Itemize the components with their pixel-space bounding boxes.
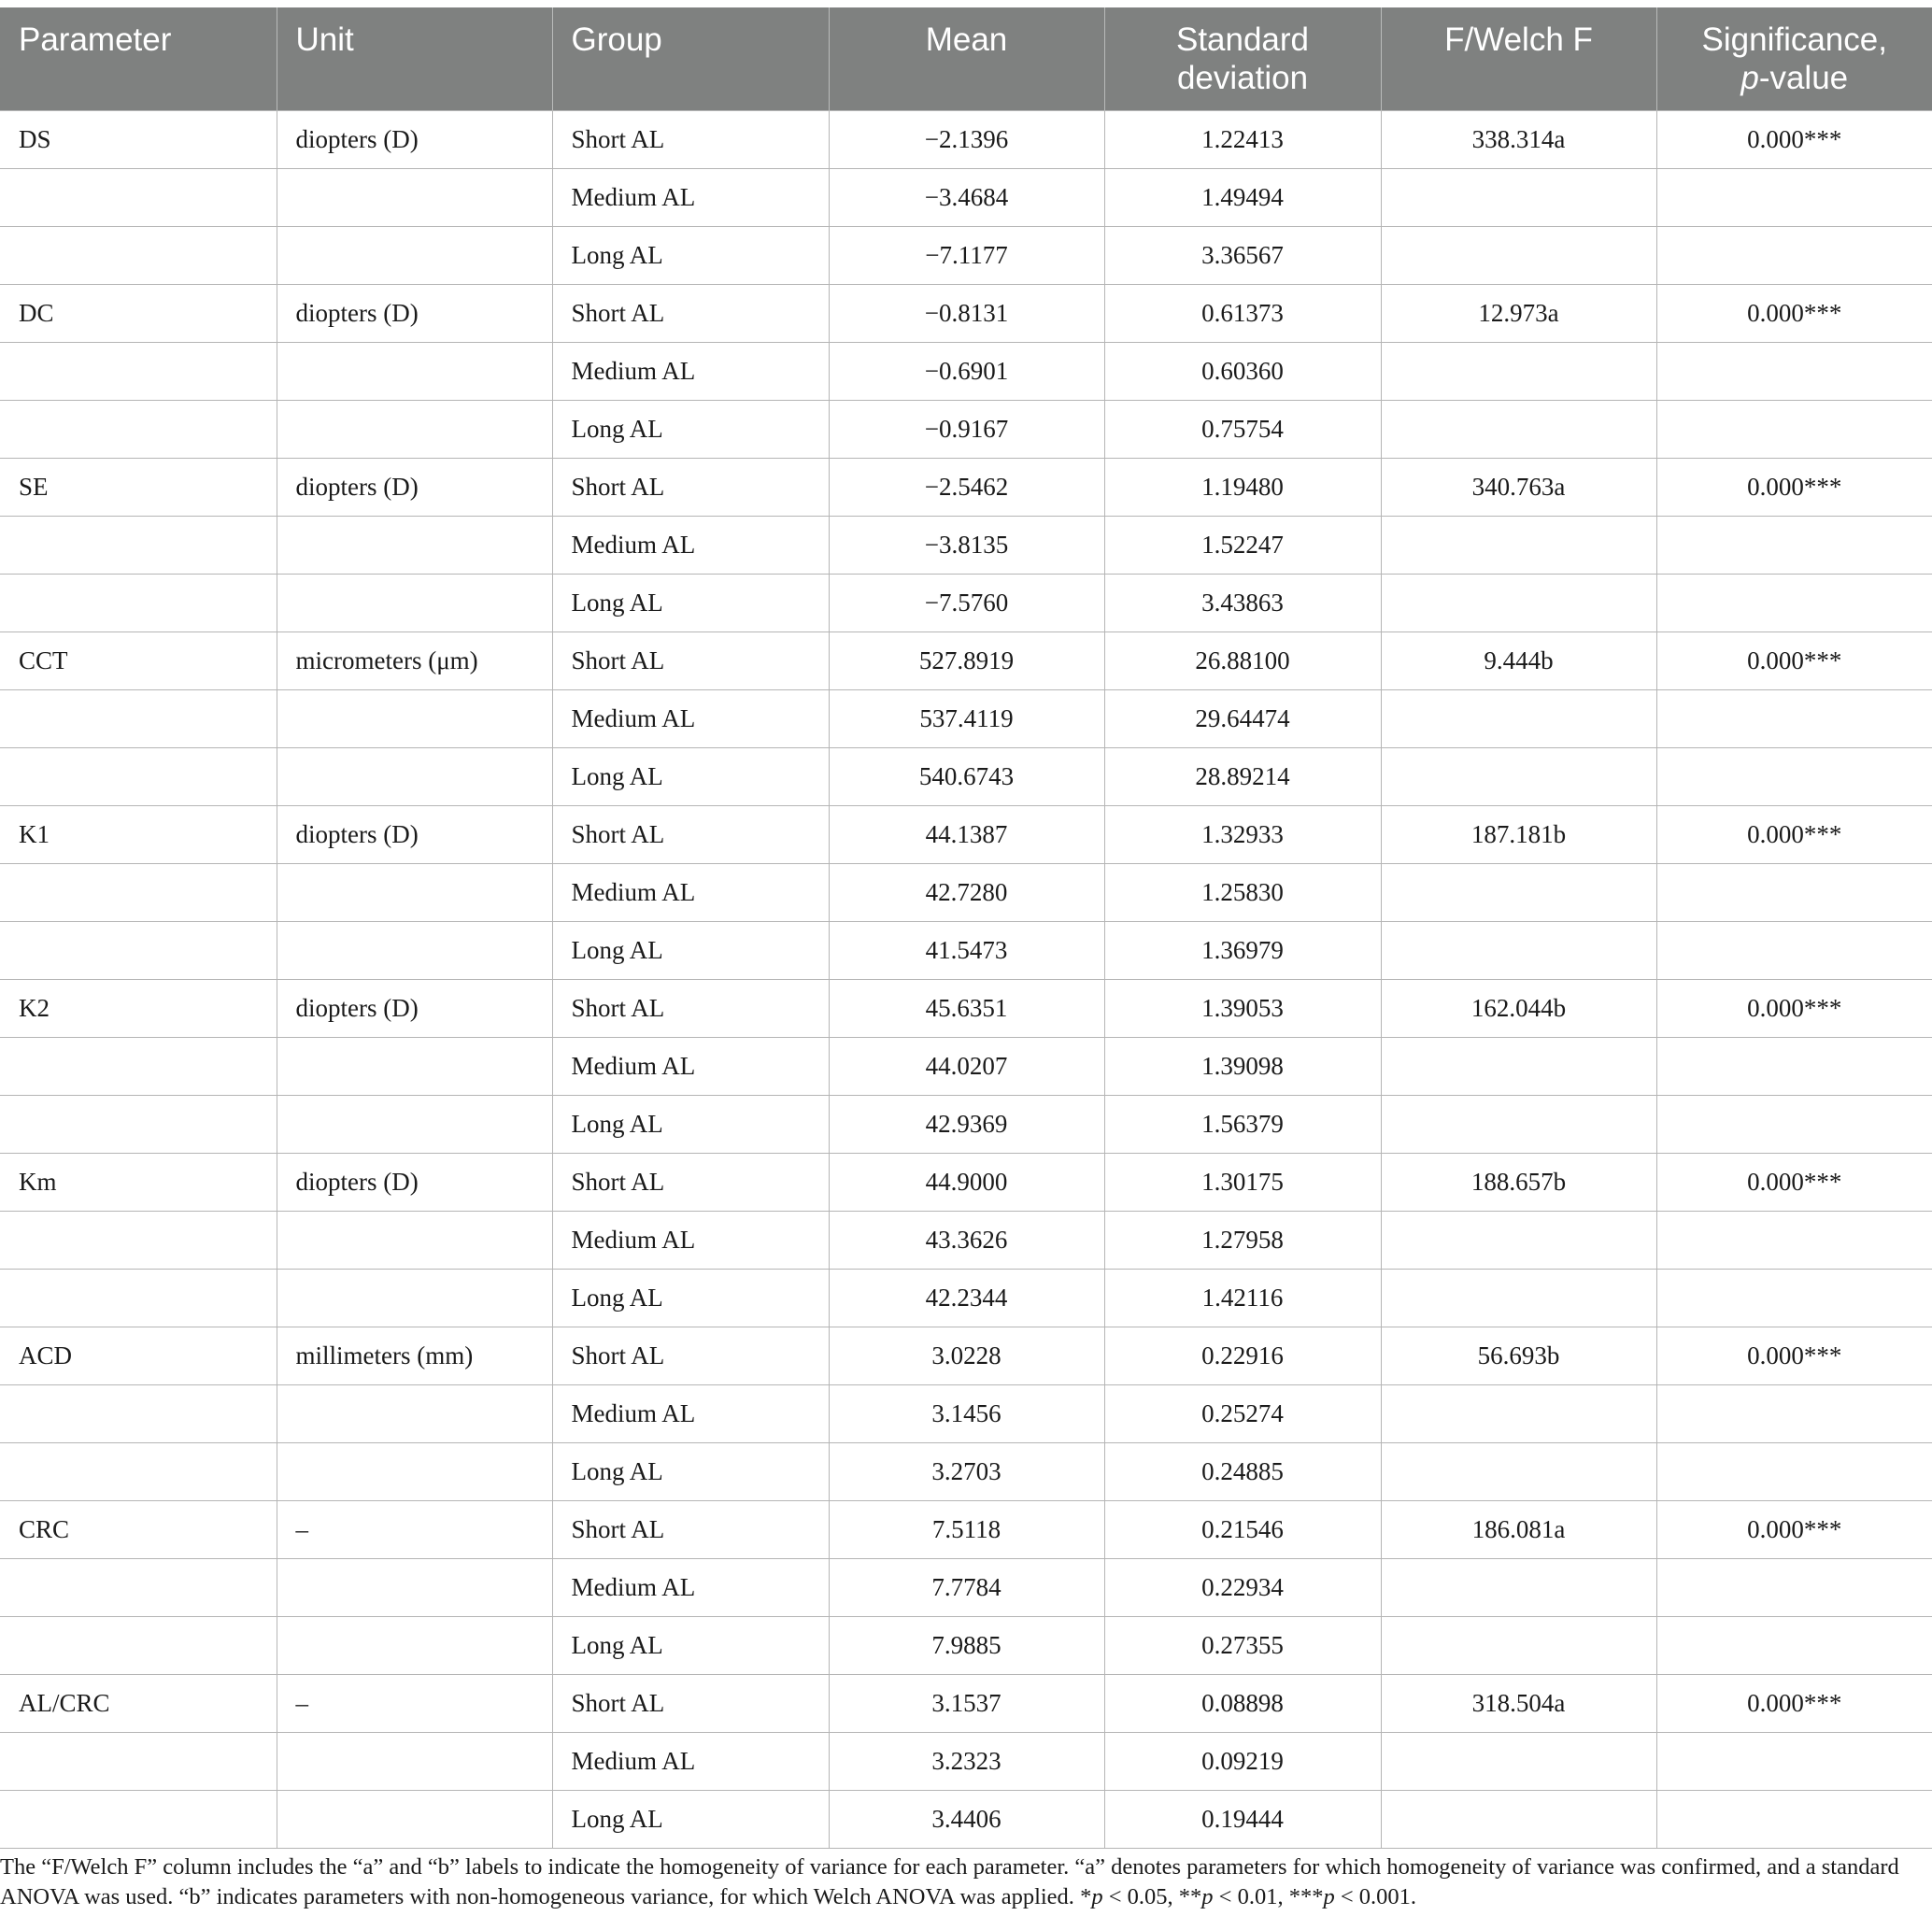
cell-f-welch	[1381, 921, 1656, 979]
cell-standard-deviation: 0.19444	[1104, 1790, 1381, 1848]
cell-f-welch	[1381, 1095, 1656, 1153]
cell-parameter: DS	[0, 110, 277, 168]
cell-parameter	[0, 1558, 277, 1616]
cell-f-welch	[1381, 1211, 1656, 1269]
cell-group: Long AL	[552, 574, 829, 632]
cell-standard-deviation: 0.24885	[1104, 1442, 1381, 1500]
cell-standard-deviation: 28.89214	[1104, 747, 1381, 805]
cell-unit	[277, 689, 552, 747]
cell-standard-deviation: 1.32933	[1104, 805, 1381, 863]
cell-significance: 0.000***	[1656, 979, 1932, 1037]
cell-group: Short AL	[552, 284, 829, 342]
cell-significance	[1656, 1037, 1932, 1095]
cell-unit	[277, 747, 552, 805]
cell-significance	[1656, 1616, 1932, 1674]
cell-parameter	[0, 689, 277, 747]
cell-group: Long AL	[552, 921, 829, 979]
cell-standard-deviation: 1.52247	[1104, 516, 1381, 574]
cell-standard-deviation: 0.27355	[1104, 1616, 1381, 1674]
cell-unit	[277, 921, 552, 979]
table-row	[0, 921, 1932, 979]
cell-unit: diopters (D)	[277, 458, 552, 516]
cell-parameter: CRC	[0, 1500, 277, 1558]
cell-significance	[1656, 1442, 1932, 1500]
cell-significance	[1656, 1558, 1932, 1616]
cell-significance	[1656, 1790, 1932, 1848]
cell-parameter	[0, 1211, 277, 1269]
cell-f-welch: 188.657b	[1381, 1153, 1656, 1211]
cell-group: Short AL	[552, 1153, 829, 1211]
cell-significance	[1656, 574, 1932, 632]
table-row	[0, 574, 1932, 632]
cell-f-welch: 162.044b	[1381, 979, 1656, 1037]
cell-f-welch	[1381, 1037, 1656, 1095]
cell-unit: –	[277, 1674, 552, 1732]
cell-f-welch	[1381, 689, 1656, 747]
cell-unit	[277, 1790, 552, 1848]
header-f-welch: F/Welch F	[1381, 7, 1656, 110]
table-row	[0, 1558, 1932, 1616]
cell-parameter	[0, 342, 277, 400]
cell-mean: 3.1537	[829, 1674, 1104, 1732]
footnote-sig2-p: p	[1201, 1883, 1214, 1909]
cell-mean: 45.6351	[829, 979, 1104, 1037]
cell-f-welch	[1381, 574, 1656, 632]
cell-standard-deviation: 1.25830	[1104, 863, 1381, 921]
footnote-sig3-p: p	[1323, 1883, 1335, 1909]
cell-mean: −7.5760	[829, 574, 1104, 632]
header-mean: Mean	[829, 7, 1104, 110]
header-parameter: Parameter	[0, 7, 277, 110]
table-row	[0, 1269, 1932, 1327]
cell-f-welch: 186.081a	[1381, 1500, 1656, 1558]
table-row	[0, 1384, 1932, 1442]
cell-group: Medium AL	[552, 516, 829, 574]
cell-standard-deviation: 1.22413	[1104, 110, 1381, 168]
cell-group: Medium AL	[552, 1211, 829, 1269]
cell-significance	[1656, 863, 1932, 921]
cell-group: Medium AL	[552, 342, 829, 400]
cell-standard-deviation: 26.88100	[1104, 632, 1381, 689]
cell-standard-deviation: 3.36567	[1104, 226, 1381, 284]
cell-unit	[277, 342, 552, 400]
cell-parameter	[0, 1790, 277, 1848]
cell-f-welch: 12.973a	[1381, 284, 1656, 342]
cell-unit: diopters (D)	[277, 979, 552, 1037]
cell-mean: −2.5462	[829, 458, 1104, 516]
cell-group: Long AL	[552, 1616, 829, 1674]
table-row	[0, 1732, 1932, 1790]
cell-significance: 0.000***	[1656, 632, 1932, 689]
cell-standard-deviation: 0.75754	[1104, 400, 1381, 458]
cell-mean: 7.7784	[829, 1558, 1104, 1616]
cell-mean: 44.9000	[829, 1153, 1104, 1211]
cell-group: Medium AL	[552, 1732, 829, 1790]
cell-significance: 0.000***	[1656, 284, 1932, 342]
cell-mean: −7.1177	[829, 226, 1104, 284]
cell-f-welch	[1381, 1384, 1656, 1442]
cell-mean: 42.7280	[829, 863, 1104, 921]
table-row	[0, 979, 1932, 1037]
cell-unit	[277, 1616, 552, 1674]
cell-mean: 41.5473	[829, 921, 1104, 979]
cell-parameter: SE	[0, 458, 277, 516]
cell-parameter	[0, 1442, 277, 1500]
cell-group: Medium AL	[552, 689, 829, 747]
cell-group: Long AL	[552, 1095, 829, 1153]
cell-f-welch	[1381, 342, 1656, 400]
cell-parameter	[0, 400, 277, 458]
cell-mean: 42.2344	[829, 1269, 1104, 1327]
cell-significance	[1656, 1732, 1932, 1790]
table-header	[0, 7, 1932, 110]
cell-standard-deviation: 1.49494	[1104, 168, 1381, 226]
cell-significance	[1656, 516, 1932, 574]
cell-standard-deviation: 0.22916	[1104, 1327, 1381, 1384]
header-sig-rest: -value	[1758, 60, 1849, 96]
cell-unit: micrometers (μm)	[277, 632, 552, 689]
cell-mean: −3.4684	[829, 168, 1104, 226]
cell-unit: millimeters (mm)	[277, 1327, 552, 1384]
statistics-table	[0, 7, 1932, 1849]
cell-unit	[277, 168, 552, 226]
cell-parameter: CCT	[0, 632, 277, 689]
cell-standard-deviation: 1.30175	[1104, 1153, 1381, 1211]
cell-unit: diopters (D)	[277, 110, 552, 168]
cell-parameter	[0, 1616, 277, 1674]
table-row	[0, 226, 1932, 284]
cell-mean: 42.9369	[829, 1095, 1104, 1153]
table-row	[0, 689, 1932, 747]
table-row	[0, 632, 1932, 689]
table-row	[0, 805, 1932, 863]
table-row	[0, 1790, 1932, 1848]
cell-mean: 3.4406	[829, 1790, 1104, 1848]
table-row	[0, 284, 1932, 342]
cell-parameter	[0, 574, 277, 632]
table-container	[0, 7, 1932, 1912]
cell-standard-deviation: 0.09219	[1104, 1732, 1381, 1790]
cell-unit	[277, 1558, 552, 1616]
cell-group: Medium AL	[552, 863, 829, 921]
cell-f-welch	[1381, 1732, 1656, 1790]
cell-f-welch: 187.181b	[1381, 805, 1656, 863]
cell-significance	[1656, 1269, 1932, 1327]
cell-standard-deviation: 1.39053	[1104, 979, 1381, 1037]
cell-mean: −0.6901	[829, 342, 1104, 400]
table-row	[0, 168, 1932, 226]
cell-mean: −0.9167	[829, 400, 1104, 458]
header-group: Group	[552, 7, 829, 110]
cell-unit	[277, 1037, 552, 1095]
footnote-sig2-prefix: **	[1178, 1883, 1202, 1909]
cell-f-welch	[1381, 1269, 1656, 1327]
cell-f-welch: 56.693b	[1381, 1327, 1656, 1384]
cell-f-welch	[1381, 226, 1656, 284]
cell-group: Medium AL	[552, 1037, 829, 1095]
header-sd-line2: deviation	[1176, 60, 1309, 96]
cell-unit	[277, 574, 552, 632]
cell-mean: 527.8919	[829, 632, 1104, 689]
cell-unit	[277, 516, 552, 574]
cell-standard-deviation: 1.19480	[1104, 458, 1381, 516]
cell-group: Short AL	[552, 1674, 829, 1732]
cell-f-welch	[1381, 400, 1656, 458]
cell-standard-deviation: 1.42116	[1104, 1269, 1381, 1327]
cell-parameter	[0, 747, 277, 805]
cell-standard-deviation: 0.08898	[1104, 1674, 1381, 1732]
cell-f-welch: 340.763a	[1381, 458, 1656, 516]
header-sig-p: p	[1740, 60, 1759, 96]
footnote-sig1-p: p	[1091, 1883, 1103, 1909]
cell-mean: 540.6743	[829, 747, 1104, 805]
cell-parameter	[0, 921, 277, 979]
header-sig-line1: Significance,	[1701, 21, 1887, 58]
table-row	[0, 747, 1932, 805]
table-row	[0, 1327, 1932, 1384]
cell-f-welch: 9.444b	[1381, 632, 1656, 689]
cell-f-welch: 318.504a	[1381, 1674, 1656, 1732]
cell-group: Short AL	[552, 979, 829, 1037]
cell-standard-deviation: 0.22934	[1104, 1558, 1381, 1616]
cell-unit	[277, 1095, 552, 1153]
table-row	[0, 1037, 1932, 1095]
cell-significance	[1656, 226, 1932, 284]
cell-standard-deviation: 29.64474	[1104, 689, 1381, 747]
cell-unit: diopters (D)	[277, 805, 552, 863]
cell-significance	[1656, 689, 1932, 747]
cell-parameter	[0, 863, 277, 921]
table-body	[0, 110, 1932, 1848]
cell-unit: –	[277, 1500, 552, 1558]
cell-mean: 7.9885	[829, 1616, 1104, 1674]
cell-f-welch	[1381, 747, 1656, 805]
cell-standard-deviation: 3.43863	[1104, 574, 1381, 632]
cell-f-welch	[1381, 1616, 1656, 1674]
cell-parameter: K2	[0, 979, 277, 1037]
cell-unit	[277, 400, 552, 458]
cell-group: Long AL	[552, 1442, 829, 1500]
cell-significance	[1656, 921, 1932, 979]
cell-unit	[277, 1384, 552, 1442]
footnote-sig3-prefix: ***	[1288, 1883, 1324, 1909]
table-row	[0, 1442, 1932, 1500]
table-row	[0, 1211, 1932, 1269]
cell-group: Medium AL	[552, 1558, 829, 1616]
cell-standard-deviation: 1.56379	[1104, 1095, 1381, 1153]
cell-standard-deviation: 1.36979	[1104, 921, 1381, 979]
table-footnote	[0, 1849, 1932, 1912]
table-row	[0, 1500, 1932, 1558]
cell-standard-deviation: 0.21546	[1104, 1500, 1381, 1558]
cell-significance: 0.000***	[1656, 805, 1932, 863]
cell-mean: −2.1396	[829, 110, 1104, 168]
cell-group: Short AL	[552, 805, 829, 863]
cell-parameter	[0, 516, 277, 574]
header-row	[0, 7, 1932, 110]
header-significance	[1656, 7, 1932, 110]
cell-group: Short AL	[552, 1327, 829, 1384]
cell-group: Long AL	[552, 747, 829, 805]
cell-standard-deviation: 0.61373	[1104, 284, 1381, 342]
cell-significance	[1656, 1384, 1932, 1442]
cell-mean: 3.2323	[829, 1732, 1104, 1790]
cell-unit	[277, 1269, 552, 1327]
table-row	[0, 1616, 1932, 1674]
cell-parameter: ACD	[0, 1327, 277, 1384]
cell-parameter	[0, 1384, 277, 1442]
cell-f-welch	[1381, 1558, 1656, 1616]
cell-parameter: DC	[0, 284, 277, 342]
cell-significance	[1656, 400, 1932, 458]
table-row	[0, 400, 1932, 458]
cell-standard-deviation: 0.25274	[1104, 1384, 1381, 1442]
cell-standard-deviation: 0.60360	[1104, 342, 1381, 400]
table-row	[0, 342, 1932, 400]
cell-parameter: Km	[0, 1153, 277, 1211]
cell-unit: diopters (D)	[277, 284, 552, 342]
cell-mean: 7.5118	[829, 1500, 1104, 1558]
header-standard-deviation	[1104, 7, 1381, 110]
cell-standard-deviation: 1.27958	[1104, 1211, 1381, 1269]
cell-group: Medium AL	[552, 168, 829, 226]
cell-significance	[1656, 1211, 1932, 1269]
cell-f-welch: 338.314a	[1381, 110, 1656, 168]
cell-mean: 3.0228	[829, 1327, 1104, 1384]
cell-parameter	[0, 1095, 277, 1153]
cell-unit	[277, 226, 552, 284]
cell-parameter	[0, 226, 277, 284]
header-sd-line1: Standard	[1175, 21, 1310, 58]
cell-group: Short AL	[552, 458, 829, 516]
cell-significance: 0.000***	[1656, 110, 1932, 168]
cell-mean: 44.1387	[829, 805, 1104, 863]
footnote-text: The “F/Welch F” column includes the “a” and “b” labels to indicate the homogeneity of variance for each parameter. “a” denotes parameters for which homogeneity of variance was confirmed, and a standard ANOVA was used. “b” indicates parameters with non-homogeneous variance, for which Welch ANOVA was applied.	[0, 1853, 1899, 1909]
cell-unit	[277, 863, 552, 921]
header-unit: Unit	[277, 7, 552, 110]
cell-group: Short AL	[552, 632, 829, 689]
cell-significance: 0.000***	[1656, 458, 1932, 516]
cell-group: Long AL	[552, 1269, 829, 1327]
footnote-sig1-rest: < 0.05,	[1102, 1883, 1179, 1909]
cell-parameter	[0, 1037, 277, 1095]
footnote-sig3-rest: < 0.001.	[1334, 1883, 1417, 1909]
cell-significance	[1656, 1095, 1932, 1153]
footnote-sig2-rest: < 0.01,	[1213, 1883, 1289, 1909]
cell-significance: 0.000***	[1656, 1674, 1932, 1732]
cell-group: Short AL	[552, 110, 829, 168]
table-row	[0, 1674, 1932, 1732]
table-row	[0, 1095, 1932, 1153]
cell-mean: 3.1456	[829, 1384, 1104, 1442]
table-row	[0, 516, 1932, 574]
cell-parameter	[0, 1269, 277, 1327]
cell-group: Long AL	[552, 1790, 829, 1848]
cell-mean: −3.8135	[829, 516, 1104, 574]
cell-mean: 537.4119	[829, 689, 1104, 747]
cell-f-welch	[1381, 1790, 1656, 1848]
cell-significance: 0.000***	[1656, 1327, 1932, 1384]
cell-parameter	[0, 1732, 277, 1790]
footnote-sig1-prefix: *	[1080, 1883, 1092, 1909]
cell-significance: 0.000***	[1656, 1153, 1932, 1211]
cell-f-welch	[1381, 1442, 1656, 1500]
cell-significance: 0.000***	[1656, 1500, 1932, 1558]
table-row	[0, 1153, 1932, 1211]
cell-mean: 3.2703	[829, 1442, 1104, 1500]
cell-f-welch	[1381, 516, 1656, 574]
cell-mean: 44.0207	[829, 1037, 1104, 1095]
table-row	[0, 110, 1932, 168]
cell-mean: 43.3626	[829, 1211, 1104, 1269]
cell-significance	[1656, 342, 1932, 400]
cell-standard-deviation: 1.39098	[1104, 1037, 1381, 1095]
cell-unit: diopters (D)	[277, 1153, 552, 1211]
cell-unit	[277, 1732, 552, 1790]
cell-parameter	[0, 168, 277, 226]
cell-f-welch	[1381, 168, 1656, 226]
cell-group: Medium AL	[552, 1384, 829, 1442]
cell-group: Long AL	[552, 226, 829, 284]
cell-group: Long AL	[552, 400, 829, 458]
cell-parameter: AL/CRC	[0, 1674, 277, 1732]
cell-f-welch	[1381, 863, 1656, 921]
cell-significance	[1656, 747, 1932, 805]
cell-significance	[1656, 168, 1932, 226]
cell-group: Short AL	[552, 1500, 829, 1558]
cell-parameter: K1	[0, 805, 277, 863]
cell-unit	[277, 1442, 552, 1500]
cell-unit	[277, 1211, 552, 1269]
table-row	[0, 458, 1932, 516]
cell-mean: −0.8131	[829, 284, 1104, 342]
table-row	[0, 863, 1932, 921]
